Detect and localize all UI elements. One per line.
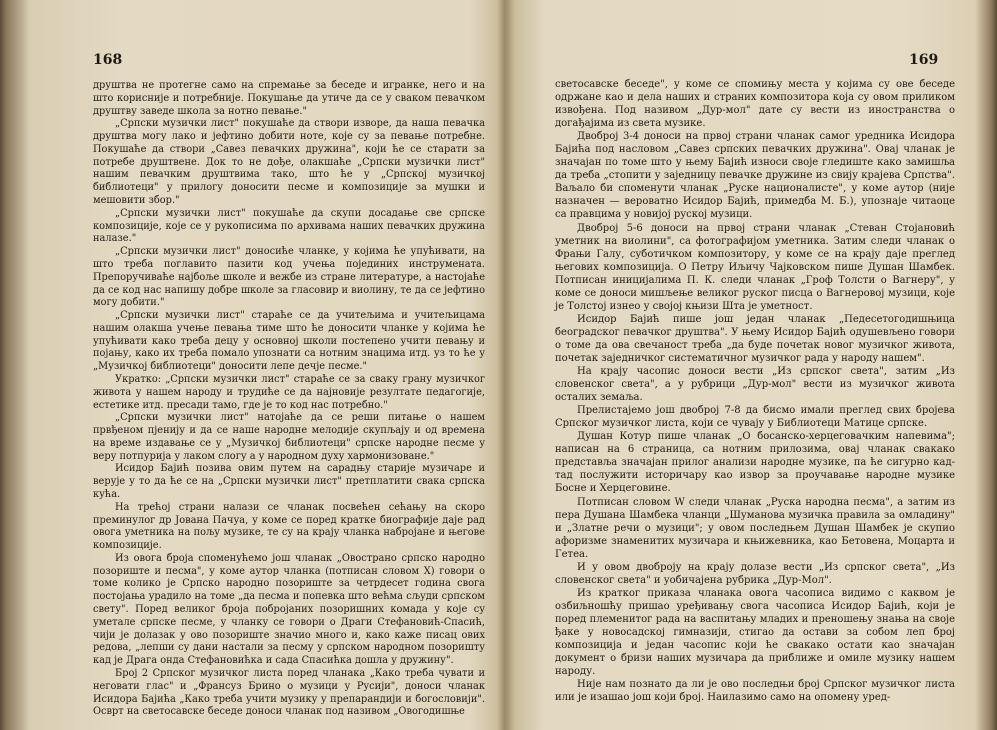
paragraph: „Српски музички лист" стараће се да учитељима и учитељицама нашим олакша учење певања тиме што ће доносити чланке у којима ће упућивати како треба децу у основној школи постепено учити певању и појању, како их треба помало упознати са нотним знацима итд. уз то ће у „Музичкој библиотеци" доносити лепе дечје песме." — [93, 310, 485, 373]
paragraph: „Српски музички лист" доносиће чланке, у којима ће упућивати, на што треба поглавито пазити код учења појединих инструмената. Препоручиваће најбоље школе и вежбе из стране литературе, а настојаће да се код нас напишу добре школе за гласовир и виолину, те да се јефтино могу добити." — [93, 246, 485, 309]
page-number: 169 — [909, 52, 939, 68]
paragraph: И у овом двоброју на крају долазе вести „Из српског света", „Из словенског света" и уобичајена рубрика „Дур-Мол". — [555, 561, 955, 586]
paragraph: Укратко: „Српски музички лист" стараће се за сваку грану музичког живота у нашем народу и трудиће се да најновије резултате педагогије, естетике итд. пресади тамо, где је то код нас потребно." — [93, 373, 485, 411]
paragraph: Није нам познато да ли је ово последњи број Српског музичког листа или је изашао још који број. Наилазимо само на опомену уред- — [555, 679, 955, 704]
paragraph: Из кратког приказа чланака овога часописа видимо с каквом је озбиљношћу пришао уређивању свога часописа Исидор Бајић, који је поред племенитог рада на васпитању младих и преношењу знања на своје ђаке у новосадској гимназији, стигао да остави за собом леп број композиција и један часопис који ће свакако остати као значајан документ о бризи наших музичара да приближе и омиле музику нашем народу. — [555, 587, 955, 678]
paragraph: На трећој страни налази се чланак посвећен сећању на скоро преминулог др Јована Пачуа, у коме се поред кратке биографије даје рад овога уметника на пољу музике, те су на крају чланка набројане и његове композиције. — [93, 501, 485, 552]
right-page — [505, 0, 997, 730]
paragraph: Двоброј 5-6 доноси на првој страни чланак „Стеван Стојановић уметник на виолини", са фотографијом уметника. Затим следи чланак о Фрањи Галу, суботичком композитору, у коме се на крају даје преглед његових композиција. О Петру Иљичу Чајковском пише Душан Шамбек. Потписан иницијалима П. К. следи чланак „Гроф Толсти о Вагнеру", у коме се доноси мишљење великог руског писца о Вагнеровој музици, које је Толстој изнео у својој књизи Шта је уметност. — [555, 222, 955, 312]
paragraph: Прелистајемо још двоброј 7-8 да бисмо имали преглед свих бројева Српског музичког листа, који се чувају у Библиотеци Матице српске. — [555, 405, 955, 430]
paragraph: Број 2 Српског музичког листа поред чланака „Како треба чувати и неговати глас" и „Франсуз Брино о музици у Русији", доноси чланак Исидора Бајића „Како треба учити музику у препарандији и богословији". Осврт на светосавске беседе доноси чланак под називом „Овогодишње — [93, 667, 485, 718]
paragraph: „Српски музички лист" покушаће да скупи досадање све српске композиције, које се у рукописима по архивама наших певачких дружина налазе." — [93, 207, 485, 245]
paragraph: Душан Котур пише чланак „О босанско-херцеговачким напевима"; написан на 6 страница, са нотним прилозима, овај чланак свакако представља значајан прилог анализи народне музике, па ће сигурно кад-тад послужити историчару као извор за проучавање народне музике Босне и Херцеговине. — [555, 431, 955, 495]
page-number: 168 — [93, 52, 123, 68]
right-page-text — [555, 78, 955, 704]
paragraph: Потписан словом W следи чланак „Руска народна песма", а затим из пера Душана Шамбека чланци „Шумановa музичка правила за омладину" и „Златне речи о музици"; у овом последњем Душан Шамбек је скупио афоризме знаменитих музичара и књижевника, као Бетовена, Моцарта и Гетеа. — [555, 496, 955, 560]
paragraph: светосавске беседе", у коме се спомињу места у којима су ове беседе одржане као и дела наших и страних композитора која су овом приликом извођена. Под називом „Дур-мол" дате су вести из иностранства о догађајима из света музике. — [555, 79, 955, 130]
paragraph: Двоброј 3-4 доноси на првој страни чланак самог уредника Исидора Бајића под насловом „Савез српских певачких дружина". Овај чланак је значајан по томе што у њему Бајић износи своје гледиште како замишља да треба „стопити у заједницу певачке дружине из свију крајева Српства". Ваљало би споменути чланак „Руске националисте", у коме аутор (није назначен — вероватно Исидор Бајић, примедба М. Б.), упознаје читаоце са правцима у новијој руској музици. — [555, 131, 955, 221]
paragraph: „Српски музички лист" покушаће да створи изворе, да наша певачка друштва могу лако и јефтино добити ноте, које су за певање потребне. Покушаће да створи „Савез певачких дружина", који ће се старати за потребе друштвене. Док то не дође, олакшаће „Српски музички лист" нашим певачким друштвима тако, што ће у „Српској музичкој библиотеци" у прилогу доносити песме и композиције за мушки и мешовити збор." — [93, 118, 485, 207]
paragraph: Исидор Бајић пише још један чланак „Педесетогодишњица београдског певачког друштва". У њему Исидор Бајић одушевљено говори о томе да ова свечаност треба „да буде почетак новог музичког живота, почетак заједничког систематичног музичког рада у народу нашем". — [555, 313, 955, 364]
paragraph: Исидор Бајић позива овим путем на сарадњу старије музичаре и верује у то да ће се на „Српски музички лист" претплатити свака српска кућа. — [93, 463, 485, 500]
paragraph: „Српски музички лист" натојаће да се реши питање о нашем првђеном пјенију и да се наше народне мелодије скупљају и од времена на време издавање се у „Музичкој библиотеци" српске народне песме у веру потпурија у лаком слогу а у народном духу хармонизоване." — [93, 412, 485, 462]
paragraph: Из овога броја споменућемо још чланак „Овострано српско народно позориште и песма", у коме аутор чланка (потписан словом X) говори о томе колико је Српско народно позориште за четрдесет година свога постојања урадило на томе „да песма и попевка што већма сљуди српском свету". Поред великог броја побројаних позоришних комада у које су уметале српске песме, у чланку се говори о Драги Стефановић-Спасић, чији је долазак у ово позориште значио много и, како каже писац ових редова, „лепши су дани настали за песму у српском народном позоришту кад је Драга онда Стефановићка и сада Спасићка дошла у дружину". — [93, 552, 485, 667]
paragraph: На крају часопис доноси вести „Из српског света", затим „Из словенског света", а у рубрици „Дур-мол" вести из музичког живота осталих земаља. — [555, 366, 955, 404]
left-page-text — [93, 80, 485, 719]
paragraph: друштва не протегне само на спремање за беседе и игранке, него и на што корисније и потребније. Покушање да утиче да се у сваком певачком друштву заведе школа за нотно певање." — [93, 80, 485, 117]
